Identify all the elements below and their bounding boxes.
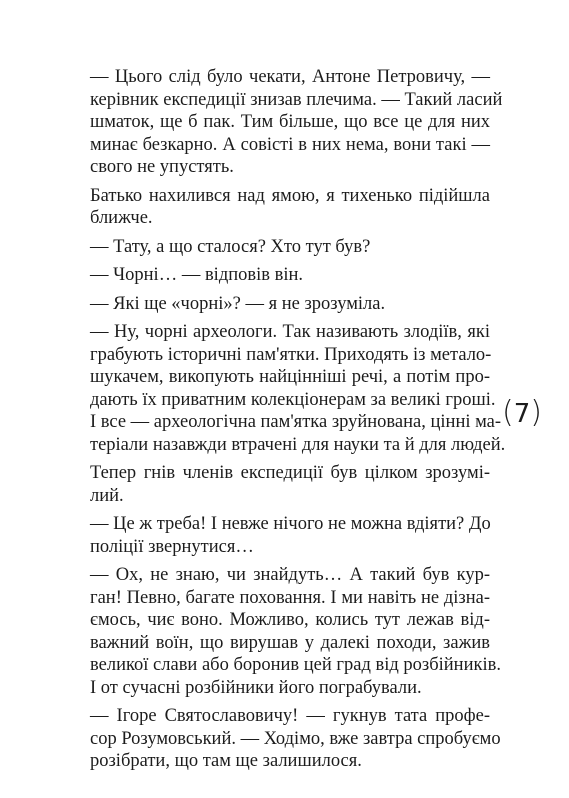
text-line: важний воїн, що вирушав у далекі походи, зажив — [90, 632, 490, 653]
paragraph — [90, 236, 490, 259]
text-line: сор Розумовський. — Ходімо, вже завтра спробуємо — [90, 728, 501, 749]
text-line: Батько нахилився над ямою, я тихенько підійшла — [90, 185, 490, 206]
text-line: ємось, чиє воно. Можливо, колись тут лежав від- — [90, 610, 490, 630]
page-number — [502, 395, 542, 430]
paragraph — [90, 66, 503, 179]
body-text — [90, 66, 506, 779]
text-line: свого не упустять. — [90, 157, 234, 177]
text-line: шматок, ще б пак. Тим більше, що все це для них — [90, 112, 490, 132]
text-line: — Це ж треба! І невже нічого не можна вдіяти? До — [90, 514, 491, 534]
paragraph — [90, 185, 490, 230]
text-line: ган! Певно, багате поховання. І ми навіть не дізна- — [90, 587, 490, 608]
paragraph — [90, 321, 506, 456]
text-line: поліції звернутися… — [90, 536, 254, 557]
text-line: І все — археологічна пам'ятка зруйнована, цінні ма- — [90, 412, 502, 432]
close-paren: ) — [530, 395, 542, 430]
text-line: керівник експедиції знизав плечима. — Такий ласий — [90, 89, 503, 110]
text-line: — Ну, чорні археологи. Так називають злодіїв, які — [90, 322, 490, 342]
text-line: — Ігоре Святославовичу! — гукнув тата профе- — [90, 706, 490, 726]
text-line: грабують історичні пам'ятки. Приходять із метало- — [90, 344, 492, 365]
text-line: ближче. — [90, 208, 153, 228]
text-line: лий. — [90, 485, 124, 506]
paragraph — [90, 293, 490, 316]
text-line: великої слави або боронив цей град від розбійників. — [90, 655, 501, 675]
text-line: розібрати, що там ще залишилося. — [90, 751, 362, 771]
text-line: шукачем, викопують найцінніші речі, а потім про- — [90, 367, 490, 387]
open-paren: ( — [502, 395, 514, 430]
text-line: теріали назавжди втрачені для науки та й для людей. — [90, 434, 506, 455]
paragraph — [90, 513, 490, 558]
text-line: — Чорні… — відповів він. — [90, 265, 304, 285]
text-line: І от сучасні розбійники його пограбували. — [90, 677, 422, 698]
paragraph — [90, 564, 501, 699]
paragraph — [90, 462, 490, 507]
text-line: — Які ще «чорні»? — я не зрозуміла. — [90, 293, 386, 314]
text-line: — Ох, не знаю, чи знайдуть… А такий був кур- — [90, 565, 490, 585]
text-line: Тепер гнів членів експедиції був цілком зрозумі- — [90, 463, 490, 483]
text-line: — Тату, а що сталося? Хто тут був? — [90, 236, 371, 257]
text-line: дають їх приватним колекціонерам за великі гроші. — [90, 389, 496, 410]
paragraph — [90, 264, 490, 287]
paragraph — [90, 705, 501, 773]
text-line: — Цього слід було чекати, Антоне Петровичу, — — [90, 67, 490, 87]
text-line: минає безкарно. А совісті в них нема, вони такі — — [90, 134, 490, 155]
page-number-value: 7 — [513, 399, 531, 429]
